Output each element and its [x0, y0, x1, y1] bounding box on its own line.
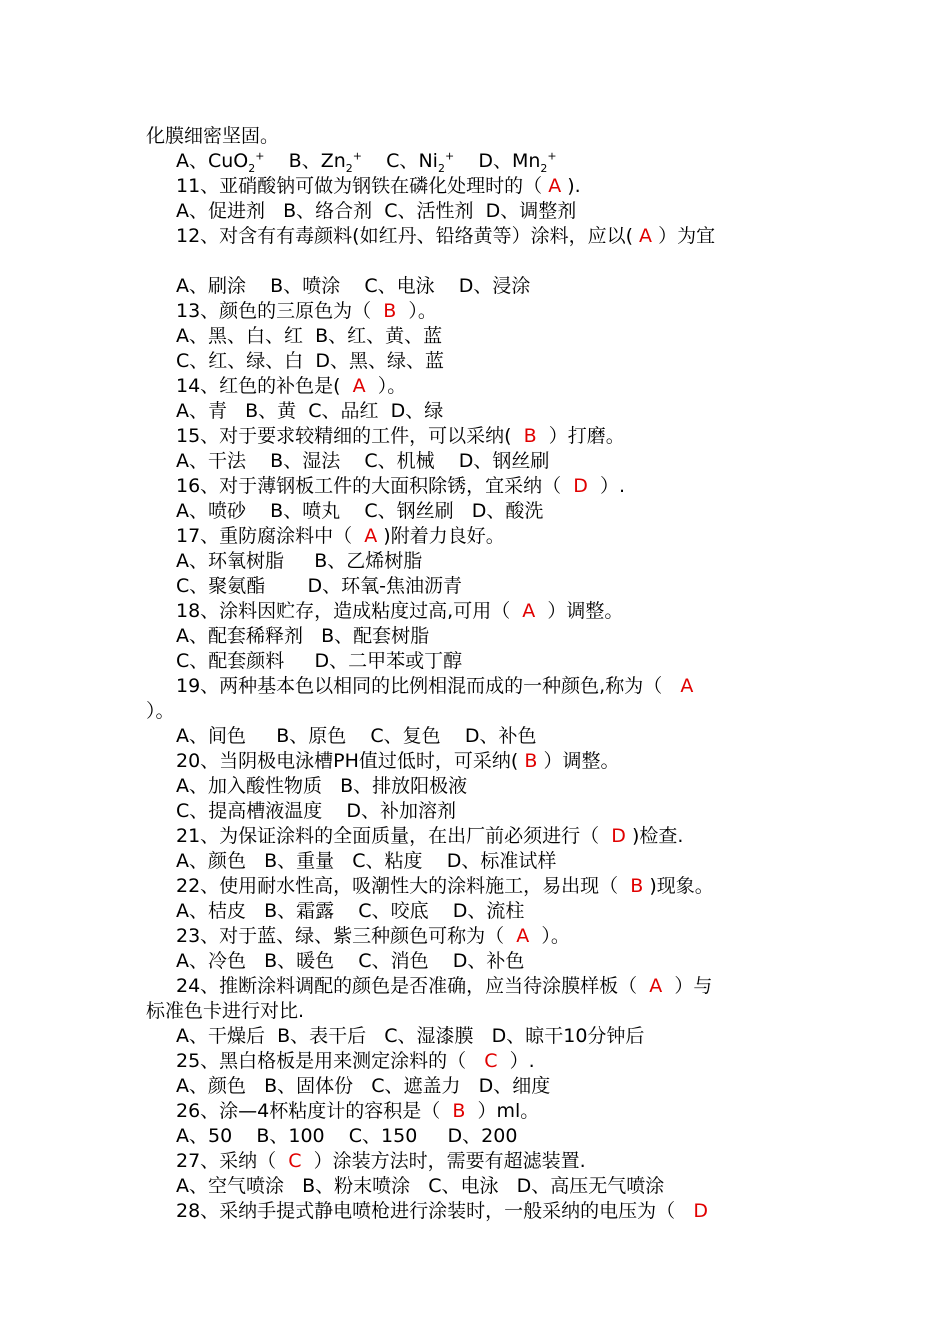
formula-superscript: + — [444, 149, 455, 163]
line-text-tail: ）. — [497, 1050, 535, 1072]
answer-letter: A — [516, 925, 530, 947]
line-text: A、桔皮 B、霜露 C、咬底 D、流柱 — [176, 900, 525, 922]
formula-subscript: 2 — [437, 161, 445, 175]
line-text: 16、对于薄钢板工件的大面积除锈，宜采纳（ — [176, 475, 574, 497]
line-text: A、环氧树脂 B、乙烯树脂 — [176, 550, 423, 572]
answer-letter: B — [523, 425, 537, 447]
line-text: 14、红色的补色是( — [176, 375, 353, 397]
line-text: 12、对含有有毒颜料(如红丹、铅络黄等）涂料，应以( — [176, 225, 640, 247]
line-text: A、喷砂 B、喷丸 C、钢丝刷 D、酸洗 — [176, 500, 544, 522]
option-letter: D、 — [478, 150, 512, 172]
option-gap — [264, 150, 288, 172]
text-line — [176, 1199, 846, 1223]
line-text: 11、亚硝酸钠可做为钢铁在磷化处理时的（ — [176, 175, 549, 197]
formula-subscript: 2 — [540, 161, 548, 175]
line-text-tail: ）。 — [396, 300, 437, 322]
answer-letter: A — [364, 525, 378, 547]
line-text: 标准色卡进行对比. — [146, 1000, 305, 1022]
answer-letter: B — [524, 750, 538, 772]
line-text: 化膜细密坚固。 — [146, 125, 280, 147]
formula-subscript: 2 — [345, 161, 353, 175]
text-line — [176, 624, 846, 648]
formula-superscript: + — [352, 149, 362, 163]
text-line — [176, 1124, 846, 1148]
line-text: A、冷色 B、暖色 C、消色 D、补色 — [176, 950, 525, 972]
text-line — [176, 149, 846, 173]
option-gap — [454, 150, 478, 172]
line-text-tail: ）为宜 — [652, 225, 716, 247]
line-text: C、聚氨酯 D、环氧-焦油沥青 — [176, 575, 463, 597]
text-line — [176, 424, 846, 448]
text-line — [176, 499, 846, 523]
line-text: 25、黑白格板是用来测定涂料的（ — [176, 1050, 485, 1072]
text-line — [176, 874, 846, 898]
line-text: A、配套稀释剂 B、配套树脂 — [176, 625, 430, 647]
answer-letter: C — [484, 1050, 498, 1072]
answer-letter: A — [522, 600, 536, 622]
formula-base: Zn — [320, 150, 346, 172]
line-text-tail: ）ml。 — [465, 1100, 540, 1122]
text-line — [176, 524, 846, 548]
line-text-tail: )检查. — [625, 825, 684, 847]
text-line — [176, 949, 846, 973]
formula-superscript: + — [547, 149, 557, 163]
text-line — [176, 599, 846, 623]
line-text-tail: ）调整。 — [537, 750, 620, 772]
line-text: A、颜色 B、重量 C、粘度 D、标准试样 — [176, 850, 557, 872]
line-text-tail: ）涂装方法时，需要有超滤装置. — [301, 1150, 586, 1172]
answer-letter: D — [611, 825, 626, 847]
line-text-tail: ）. — [587, 475, 626, 497]
text-line — [176, 399, 846, 423]
text-line — [146, 124, 816, 148]
text-line — [176, 299, 846, 323]
line-text: 18、涂料因贮存，造成粘度过高,可用（ — [176, 600, 523, 622]
line-text-tail: )附着力良好。 — [377, 525, 505, 547]
text-line — [176, 174, 846, 198]
text-line — [176, 899, 846, 923]
formula-base: Ni — [418, 150, 438, 172]
text-line — [176, 474, 846, 498]
text-line — [176, 349, 846, 373]
line-text: 20、当阴极电泳槽PH值过低时，可采纳( — [176, 750, 525, 772]
formula-base: Mn — [511, 150, 541, 172]
line-text: A、刷涂 B、喷涂 C、电泳 D、浸涂 — [176, 275, 531, 297]
option-letter: C、 — [386, 150, 419, 172]
line-text: A、颜色 B、固体份 C、遮盖力 D、细度 — [176, 1075, 551, 1097]
line-text: A、干法 B、湿法 C、机械 D、钢丝刷 — [176, 450, 550, 472]
line-text-tail: ）调整。 — [535, 600, 624, 622]
answer-letter: B — [383, 300, 397, 322]
line-text: A、加入酸性物质 B、排放阳极液 — [176, 775, 468, 797]
text-line — [176, 274, 846, 298]
text-line — [176, 1174, 846, 1198]
text-line — [176, 849, 846, 873]
line-text: 24、推断涂料调配的颜色是否准确，应当待涂膜样板（ — [176, 975, 650, 997]
answer-letter: D — [573, 475, 588, 497]
line-text: A、青 B、黄 C、品红 D、绿 — [176, 400, 444, 422]
line-text: A、50 B、100 C、150 D、200 — [176, 1125, 518, 1147]
text-line — [176, 1149, 846, 1173]
formula-base: CuO — [208, 150, 249, 172]
text-line — [176, 724, 846, 748]
line-text: 27、采纳（ — [176, 1150, 289, 1172]
line-text: 13、颜色的三原色为（ — [176, 300, 384, 322]
answer-letter: A — [548, 175, 562, 197]
answer-letter: A — [639, 225, 653, 247]
text-line — [176, 574, 846, 598]
answer-letter: A — [352, 375, 366, 397]
answer-letter: A — [680, 675, 694, 697]
option-letter: B、 — [288, 150, 321, 172]
text-line — [176, 1099, 846, 1123]
text-line — [176, 199, 846, 223]
line-text: A、黑、白、红 B、红、黄、蓝 — [176, 325, 443, 347]
text-line — [176, 374, 846, 398]
text-line — [176, 824, 846, 848]
answer-letter: C — [288, 1150, 302, 1172]
text-line — [176, 674, 846, 698]
text-line — [176, 799, 846, 823]
formula-superscript: + — [255, 149, 265, 163]
answer-letter: B — [630, 875, 644, 897]
line-text-tail: ）打磨。 — [536, 425, 625, 447]
line-text-tail: ). — [561, 175, 581, 197]
line-text: C、提高槽液温度 D、补加溶剂 — [176, 800, 457, 822]
text-line — [176, 449, 846, 473]
text-line — [176, 924, 846, 948]
text-line — [176, 549, 846, 573]
line-text: A、空气喷涂 B、粉末喷涂 C、电泳 D、高压无气喷涂 — [176, 1175, 665, 1197]
line-text: C、配套颜料 D、二甲苯或丁醇 — [176, 650, 463, 672]
option-gap — [362, 150, 386, 172]
line-text: 15、对于要求较精细的工件，可以采纳( — [176, 425, 524, 447]
text-line — [176, 749, 846, 773]
line-text-tail: ）。 — [365, 375, 407, 397]
text-line — [176, 324, 846, 348]
answer-letter: D — [693, 1200, 708, 1222]
line-text: 22、使用耐水性高，吸潮性大的涂料施工，易出现（ — [176, 875, 631, 897]
line-text: A、间色 B、原色 C、复色 D、补色 — [176, 725, 537, 747]
line-text: A、干燥后 B、表干后 C、湿漆膜 D、晾干10分钟后 — [176, 1025, 645, 1047]
line-text: A、促进剂 B、络合剂 C、活性剂 D、调整剂 — [176, 200, 577, 222]
line-text: C、红、绿、白 D、黑、绿、蓝 — [176, 350, 444, 372]
text-line — [176, 974, 846, 998]
line-text: 28、采纳手提式静电喷枪进行涂装时，一般采纳的电压为（ — [176, 1200, 694, 1222]
formula-subscript: 2 — [248, 161, 256, 175]
text-line — [146, 999, 816, 1023]
text-line — [176, 1049, 846, 1073]
line-text-tail: ）。 — [529, 925, 570, 947]
line-text: ）。 — [146, 700, 175, 722]
text-line — [176, 1024, 846, 1048]
line-text: 21、为保证涂料的全面质量，在出厂前必须进行（ — [176, 825, 612, 847]
text-line — [176, 649, 846, 673]
line-text: 26、涂—4杯粘度计的容积是（ — [176, 1100, 453, 1122]
line-text: 23、对于蓝、绿、紫三种颜色可称为（ — [176, 925, 517, 947]
text-line — [146, 699, 816, 723]
line-text: 17、重防腐涂料中（ — [176, 525, 365, 547]
text-line — [176, 1074, 846, 1098]
text-line — [176, 774, 846, 798]
line-text-tail: ）与 — [662, 975, 713, 997]
answer-letter: B — [452, 1100, 466, 1122]
line-text: 19、两种基本色以相同的比例相混而成的一种颜色,称为（ — [176, 675, 681, 697]
line-text-tail: )现象。 — [643, 875, 714, 897]
answer-letter: A — [649, 975, 663, 997]
option-letter: A、 — [176, 150, 208, 172]
text-line — [176, 224, 846, 248]
